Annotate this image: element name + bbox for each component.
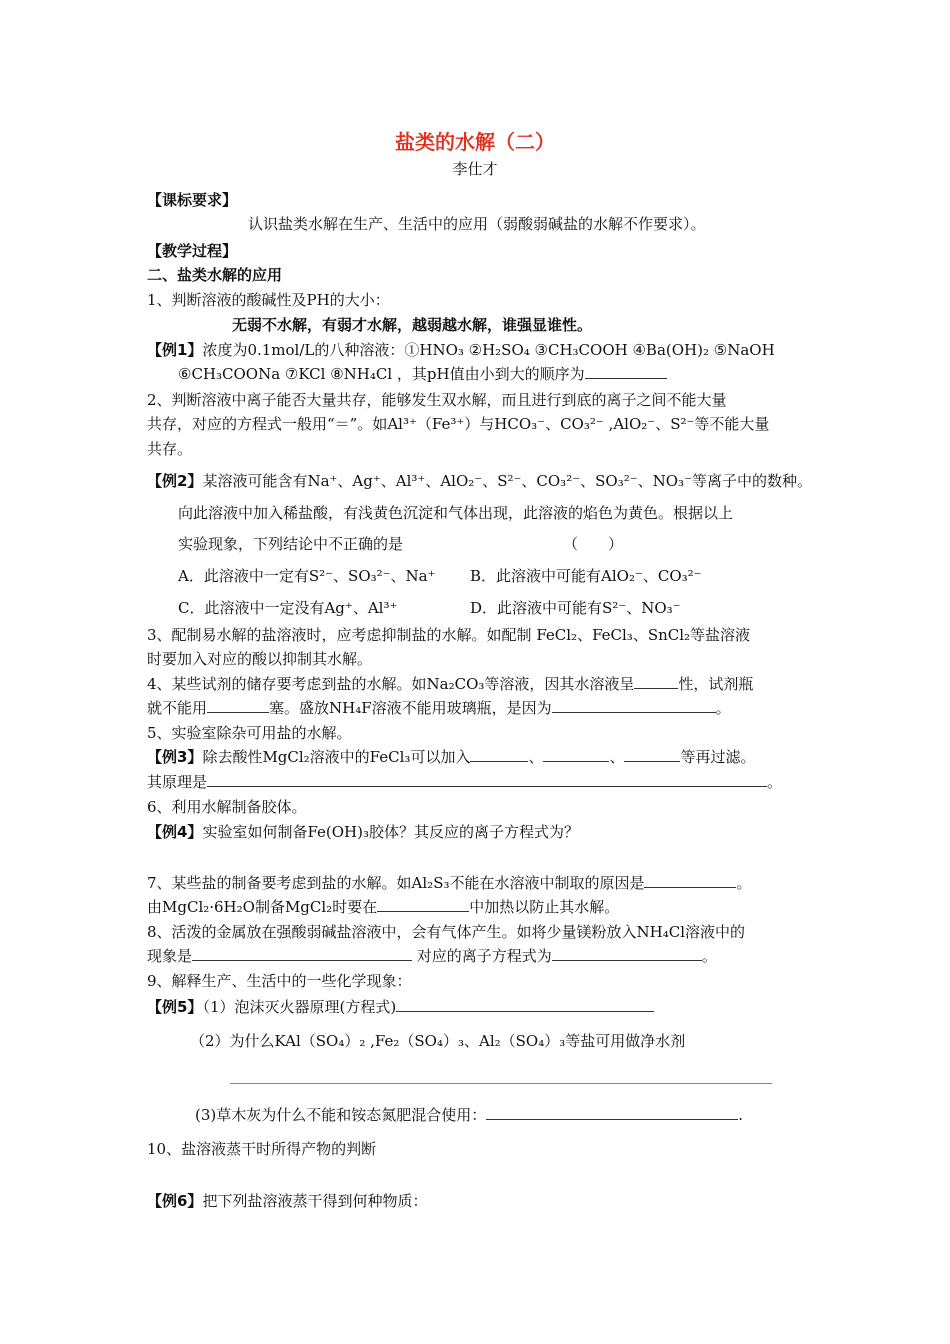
item-1: 1、判断溶液的酸碱性及PH的大小： — [147, 291, 390, 309]
example-4-line — [147, 821, 579, 843]
example-2-text-c: 实验现象，下列结论中不正确的是 — [178, 535, 404, 553]
item-4-text-a1: 4、某些试剂的储存要考虑到盐的水解。如Na₂CO₃等溶液，因其水溶液呈 — [147, 675, 635, 693]
document-title: 盐类的水解（二） — [395, 130, 555, 154]
example-4-text: 实验室如何制备Fe(OH)₃胶体？其反应的离子方程式为？ — [202, 823, 579, 841]
item-4-line-2 — [147, 697, 731, 719]
example-3-text-a1: 除去酸性MgCl₂溶液中的FeCl₃可以加入 — [202, 748, 471, 766]
requirements-text: 认识盐类水解在生产、生活中的应用（弱酸弱碱盐的水解不作要求）。 — [248, 215, 706, 233]
item-7-text-a2: 。 — [736, 874, 752, 892]
answer-blank[interactable] — [396, 997, 654, 1012]
example-1-tag: 【例1】 — [147, 341, 203, 359]
answer-blank[interactable] — [207, 772, 767, 787]
item-8-text-b3: 。 — [701, 947, 717, 965]
answer-blank[interactable] — [470, 747, 528, 762]
example-5-q3: (3)草木灰为什么不能和铵态氮肥混合使用： — [195, 1106, 487, 1124]
item-4-text-b2: 塞。盛放NH₄F溶液不能用玻璃瓶，是因为 — [269, 699, 552, 717]
example-3-text-b1: 其原理是 — [147, 773, 208, 791]
section-requirements-heading: 【课标要求】 — [147, 191, 238, 209]
example-6-tag: 【例6】 — [147, 1192, 203, 1210]
example-4-tag: 【例4】 — [147, 823, 203, 841]
example-5-q3-end: . — [738, 1106, 744, 1124]
section-2-heading: 二、盐类水解的应用 — [147, 266, 283, 284]
answer-line[interactable] — [230, 1083, 772, 1084]
item-7-text-a1: 7、某些盐的制备要考虑到盐的水解。如Al₂S₃不能在水溶液中制取的原因是 — [147, 874, 645, 892]
answer-blank[interactable] — [552, 946, 702, 961]
example-5-q1: （1）泡沫灭火器原理(方程式) — [202, 998, 397, 1016]
example-5-line-3 — [195, 1104, 743, 1126]
example-5-q2: （2）为什么KAl（SO₄）₂ ,Fe₂（SO₄）₃、Al₂（SO₄）₃等盐可用做净水剂 — [190, 1032, 686, 1050]
item-4-text-b3: 。 — [715, 699, 731, 717]
example-5-line-1 — [147, 996, 654, 1018]
example-2-tag: 【例2】 — [147, 472, 203, 490]
item-4-text-a2: 性，试剂瓶 — [678, 675, 754, 693]
item-2-line-3: 共存。 — [147, 440, 193, 458]
answer-blank[interactable] — [634, 674, 678, 689]
answer-blank[interactable] — [192, 946, 412, 961]
example-2-line-3 — [178, 533, 623, 555]
item-8-text-b2: 对应的离子方程式为 — [416, 947, 552, 965]
item-7-line-1 — [147, 872, 752, 894]
item-10: 10、盐溶液蒸干时所得产物的判断 — [147, 1140, 377, 1158]
author: 李仕才 — [452, 160, 498, 178]
answer-blank[interactable] — [543, 747, 609, 762]
example-3-text-b2: 。 — [767, 773, 783, 791]
item-7-line-2 — [147, 896, 619, 918]
answer-blank[interactable] — [552, 698, 716, 713]
item-8-text-b1: 现象是 — [147, 947, 193, 965]
separator: 、 — [528, 748, 544, 766]
item-7-text-b1: 由MgCl₂·6H₂O制备MgCl₂时要在 — [147, 898, 378, 916]
example-1-text-b: ⑥CH₃COONa ⑦KCl ⑧NH₄Cl ，其pH值由小到大的顺序为 — [178, 365, 585, 383]
answer-blank[interactable] — [377, 897, 469, 912]
option-d: D．此溶液中可能有S²⁻、NO₃⁻ — [470, 599, 681, 617]
item-6: 6、利用水解制备胶体。 — [147, 798, 307, 816]
example-6-text: 把下列盐溶液蒸干得到何种物质： — [202, 1192, 428, 1210]
example-3-line-2 — [147, 771, 782, 793]
option-a: A．此溶液中一定有S²⁻、SO₃²⁻、Na⁺ — [178, 567, 436, 585]
example-2-line-1 — [147, 470, 812, 492]
example-1-line-1 — [147, 339, 775, 361]
item-8-line-1: 8、活泼的金属放在强酸弱碱盐溶液中，会有气体产生。如将少量镁粉放入NH₄Cl溶液中的 — [147, 923, 746, 941]
item-8-line-2 — [147, 945, 717, 967]
answer-blank[interactable] — [207, 698, 269, 713]
example-5-tag: 【例5】 — [147, 998, 203, 1016]
item-7-text-b2: 中加热以防止其水解。 — [469, 898, 620, 916]
example-1-text-a: 浓度为0.1mol/L的八种溶液：①HNO₃ ②H₂SO₄ ③CH₃COOH ④Ba(OH)₂ ⑤NaOH — [202, 341, 775, 359]
separator: 、 — [609, 748, 625, 766]
item-2-line-1: 2、判断溶液中离子能否大量共存，能够发生双水解，而且进行到底的离子之间不能大量 — [147, 391, 727, 409]
answer-blank[interactable] — [624, 747, 680, 762]
item-2-line-2: 共存，对应的方程式一般用“＝”。如Al³⁺（Fe³⁺）与HCO₃⁻、CO₃²⁻ ,AlO₂⁻、S²⁻等不能大量 — [147, 415, 770, 433]
example-2-line-2: 向此溶液中加入稀盐酸，有浅黄色沉淀和气体出现，此溶液的焰色为黄色。根据以上 — [178, 504, 734, 522]
option-c: C．此溶液中一定没有Ag⁺、Al³⁺ — [178, 599, 398, 617]
item-4-text-b1: 就不能用 — [147, 699, 208, 717]
example-3-line-1 — [147, 746, 756, 768]
section-process-heading: 【教学过程】 — [147, 242, 238, 260]
item-4-line-1 — [147, 673, 753, 695]
answer-parentheses[interactable]: （ ） — [563, 535, 624, 553]
item-5: 5、实验室除杂可用盐的水解。 — [147, 724, 352, 742]
example-3-text-a2: 等再过滤。 — [680, 748, 756, 766]
example-3-tag: 【例3】 — [147, 748, 203, 766]
answer-blank[interactable] — [486, 1105, 738, 1120]
hydrolysis-rule: 无弱不水解，有弱才水解，越弱越水解，谁强显谁性。 — [232, 316, 593, 334]
option-b: B．此溶液中可能有AlO₂⁻、CO₃²⁻ — [470, 567, 702, 585]
item-3-line-1: 3、配制易水解的盐溶液时，应考虑抑制盐的水解。如配制 FeCl₂、FeCl₃、SnCl₂等盐溶液 — [147, 626, 751, 644]
answer-blank[interactable] — [585, 364, 667, 379]
example-2-text-a: 某溶液可能含有Na⁺、Ag⁺、Al³⁺、AlO₂⁻、S²⁻、CO₃²⁻、SO₃²⁻、NO₃⁻等离子中的数种。 — [202, 472, 812, 490]
answer-blank[interactable] — [644, 873, 736, 888]
example-1-line-2 — [178, 363, 667, 385]
example-6-line — [147, 1190, 427, 1212]
item-3-line-2: 时要加入对应的酸以抑制其水解。 — [147, 650, 373, 668]
item-9: 9、解释生产、生活中的一些化学现象： — [147, 972, 412, 990]
